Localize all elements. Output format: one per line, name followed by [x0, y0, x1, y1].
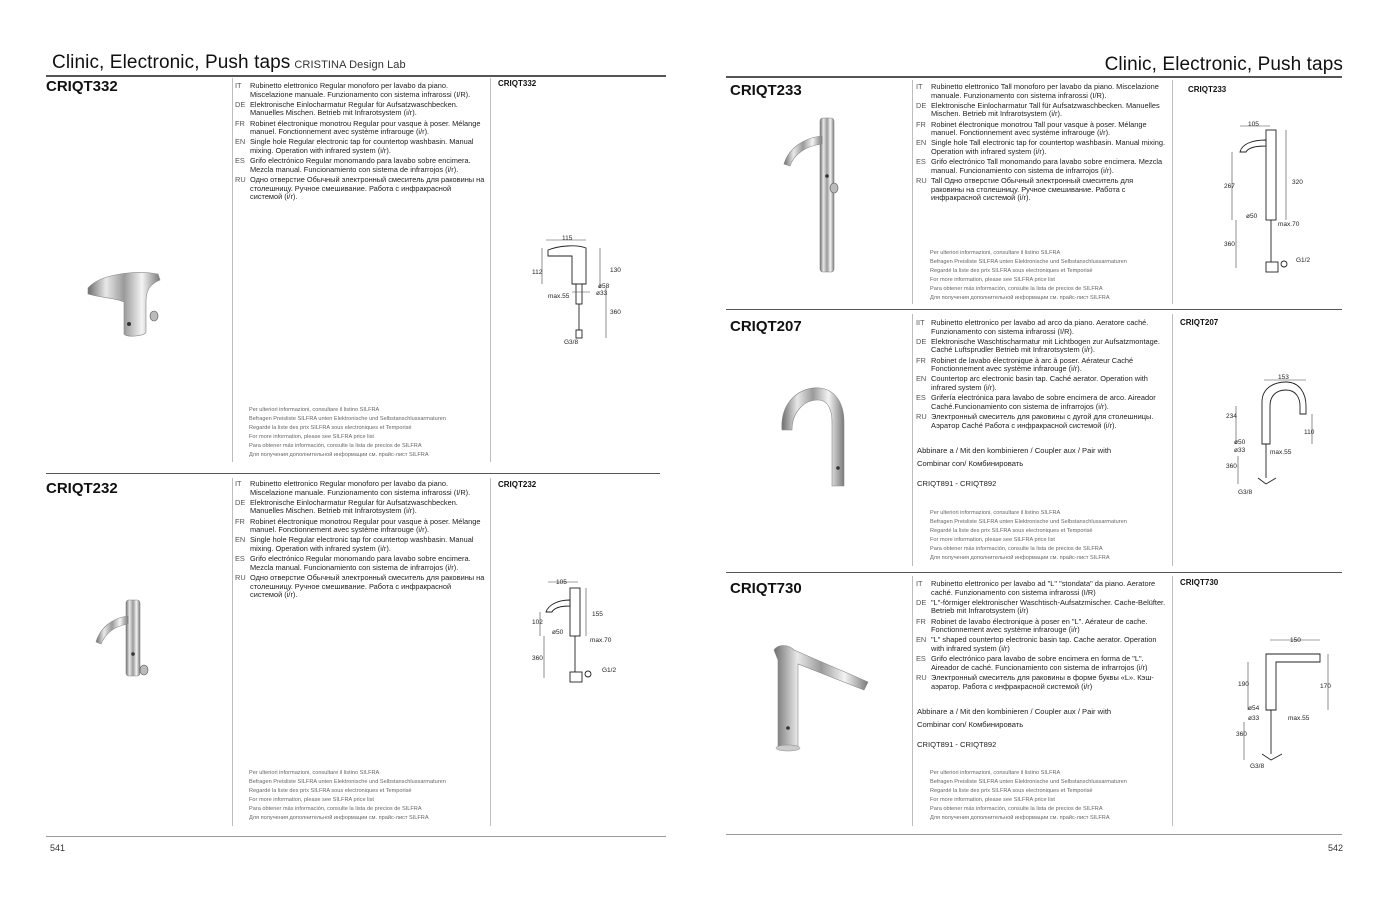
language-code: ES — [916, 157, 926, 167]
language-code: ES — [916, 393, 926, 403]
language-code: IT — [235, 479, 242, 488]
dim-label: 320 — [1292, 179, 1303, 186]
footer-divider — [46, 836, 666, 837]
price-note-line: Para obtener más información, consulte la lista de precios de SILFRA — [930, 546, 1103, 552]
column-divider — [232, 78, 233, 462]
dim-label: 190 — [1238, 681, 1249, 688]
description-text: Tall Одно отверстие Обычный электронный смеситель для раковины на столешницу. Ручное смешивание. Работа с инфракрасной системой (i/r). — [931, 175, 1134, 203]
product-image-criqt232 — [92, 596, 152, 681]
price-note-line: Per ulteriori informazioni, consultare il listino SILFRA — [930, 510, 1061, 516]
column-divider — [1172, 576, 1173, 826]
language-code: RU — [916, 411, 927, 421]
product-code-criqt730: CRIQT730 — [730, 580, 802, 597]
dim-label: ø33 — [1234, 447, 1246, 454]
dim-label: max.55 — [1288, 715, 1310, 722]
pair-with-label: Abbinare a / Mit den kombinieren / Coupler aux / Pair with Combinar con/ Комбинировать — [917, 446, 1112, 468]
language-code: DE — [916, 336, 927, 346]
price-note-line: Regardé la liste des prix SILFRA sous electroniques et Temporisé — [930, 788, 1093, 794]
language-code: DE — [916, 597, 927, 607]
dim-label: 360 — [1224, 241, 1235, 248]
price-note-line: Для получения дополнительной информации см. прайс-лист SILFRA — [930, 555, 1110, 561]
price-note-line: Befragen Preisliste SILFRA unten Elektronische und Selbstanschlussarmaturen — [249, 416, 446, 422]
language-code: FR — [235, 516, 245, 526]
dim-label: 360 — [1226, 463, 1237, 470]
description-text: Электронный смеситель для раковины в форме буквы «L». Кэш-аэратор. Работа с инфракрасной системой (i/r) — [931, 672, 1154, 691]
description-text: Rubinetto elettronico per lavabo ad "L" "stondata" da piano. Aeratore caché. Funzionamento con sistema infrarossi (I/R) — [931, 579, 1156, 597]
description-text: Grifo electrónico Regular monomando para lavabo sobre encimera. Mezcla manual. Funcionamiento con sistema de infrarrojos (i/r). — [250, 554, 471, 572]
dim-label: 267 — [1224, 183, 1235, 190]
language-code: IIT — [916, 318, 925, 327]
product-description-criqt233 — [916, 83, 1168, 204]
description-text: Одно отверстие Обычный электронный смеситель для раковины на столешницу. Ручное смешивание. Работа с инфракрасной системой (i/r). — [250, 174, 485, 202]
product-description-criqt232 — [235, 480, 485, 601]
price-note-line: For more information, please see SILFRA price list — [249, 797, 374, 803]
dim-label: G3/8 — [1238, 489, 1253, 496]
dim-label: G1/2 — [602, 667, 617, 674]
price-note-line: Per ulteriori informazioni, consultare il listino SILFRA — [249, 407, 380, 413]
price-note-line: Regardé la liste des prix SILFRA sous electroniques et Temporisé — [930, 268, 1093, 274]
description-text: Rubinetto elettronico Regular monoforo per lavabo da piano. Miscelazione manuale. Funzionamento con sistema infrarossi (I/R). — [250, 479, 471, 497]
description-text: Single hole Tall electronic tap for countertop washbasin. Manual mixing. Operation with infrared system (i/r). — [931, 138, 1166, 156]
dim-label: 153 — [1278, 374, 1289, 381]
page-title-text: Clinic, Electronic, Push taps — [52, 52, 291, 73]
description-text: Robinet de lavabo électronique à arc à poser. Aérateur Caché Fonctionnement avec système infrarouge (i/r). — [931, 355, 1134, 374]
section-divider — [726, 572, 1342, 573]
price-note-line: For more information, please see SILFRA price list — [930, 277, 1055, 283]
price-note-line: Для получения дополнительной информации см. прайс-лист SILFRA — [249, 815, 429, 821]
column-divider — [232, 478, 233, 826]
dim-label: 105 — [556, 579, 567, 586]
dim-label: ø50 — [1234, 439, 1246, 446]
description-text: Rubinetto elettronico Regular monoforo per lavabo da piano. Miscelazione manuale. Funzionamento con sistema infrarossi (I/R). — [250, 81, 471, 99]
description-text: Robinet électronique monotrou Regular pour vasque à poser. Mélange manuel. Fonctionnement avec système infrarouge (i/r). — [250, 118, 481, 137]
drawing-code-criqt232: CRIQT232 — [498, 480, 537, 489]
page-title-text: Clinic, Electronic, Push taps — [1104, 54, 1343, 75]
description-text: Robinet électronique monotrou Regular pour vasque à poser. Mélange manuel. Fonctionnement avec système infrarouge (i/r). — [250, 516, 481, 535]
product-image-criqt332 — [80, 262, 170, 342]
price-note — [930, 769, 1170, 823]
price-note-line: Befragen Preisliste SILFRA unten Elektronische und Selbstanschlussarmaturen — [249, 779, 446, 785]
pair-with-codes: CRIQT891 - CRIQT892 — [917, 479, 997, 488]
description-text: Single hole Regular electronic tap for countertop washbasin. Manual mixing. Operation with infrared system (i/r). — [250, 535, 474, 553]
price-note-line: Befragen Preisliste SILFRA unten Elektronische und Selbstanschlussarmaturen — [930, 519, 1127, 525]
price-note — [249, 769, 489, 823]
language-code: DE — [235, 99, 246, 109]
column-divider — [912, 80, 913, 304]
description-text: Grifo electrónico Tall monomando para lavabo sobre encimera. Mezcla manual. Funcionamiento con sistema de infrarrojos (i/r). — [931, 157, 1163, 175]
dim-label: 102 — [532, 619, 543, 626]
column-divider — [1172, 80, 1173, 304]
language-code: DE — [235, 497, 246, 507]
left-title-divider — [46, 75, 666, 77]
price-note-line: Befragen Preisliste SILFRA unten Elektronische und Selbstanschlussarmaturen — [930, 259, 1127, 265]
dim-label: 170 — [1320, 683, 1331, 690]
description-text: Одно отверстие Обычный электронный смеситель для раковины на столешницу. Ручное смешивание. Работа с инфракрасной системой (i/r). — [250, 572, 485, 600]
drawing-code-criqt730: CRIQT730 — [1180, 578, 1219, 587]
page-number-left: 541 — [50, 843, 66, 853]
price-note-line: Befragen Preisliste SILFRA unten Elektronische und Selbstanschlussarmaturen — [930, 779, 1127, 785]
language-code: RU — [235, 572, 246, 582]
dim-label: 110 — [1304, 429, 1315, 436]
language-code: EN — [916, 635, 927, 645]
product-image-criqt233 — [776, 114, 846, 276]
page-subtitle: CRISTINA Design Lab — [294, 59, 406, 71]
dim-label: ø33 — [1248, 715, 1260, 722]
dim-label: max.70 — [590, 637, 612, 644]
language-code: FR — [235, 118, 245, 128]
description-text: "L"-förmiger elektronischer Waschtisch-Aufsatzmischer. Cache-Belüfter. Betrieb mit Infrarotsystem (i/r) — [931, 597, 1166, 616]
dim-label: 150 — [1290, 637, 1301, 644]
drawing-code-criqt207: CRIQT207 — [1180, 318, 1219, 327]
description-text: Grifo electrónico para lavabo de sobre encimera en forma de "L". Aireador de caché. Funcionamiento con sistema de infrarrojos (i/r) — [931, 654, 1148, 672]
product-image-criqt730 — [768, 640, 876, 754]
price-note-line: Per ulteriori informazioni, consultare il listino SILFRA — [930, 250, 1061, 256]
product-description-criqt207 — [916, 319, 1170, 432]
language-code: DE — [916, 100, 927, 110]
technical-drawing-criqt233 — [1222, 118, 1332, 288]
drawing-code-criqt332: CRIQT332 — [498, 79, 537, 88]
dim-label: 360 — [610, 309, 621, 316]
price-note-line: Regardé la liste des prix SILFRA sous electroniques et Temporisé — [249, 788, 412, 794]
right-title-divider — [726, 76, 1342, 78]
column-divider — [912, 314, 913, 566]
dim-label: 130 — [610, 267, 621, 274]
column-divider — [490, 78, 491, 462]
left-page-title — [52, 52, 406, 74]
price-note — [249, 406, 489, 460]
price-note-line: Para obtener más información, consulte la lista de precios de SILFRA — [249, 443, 422, 449]
technical-drawing-criqt730 — [1234, 634, 1334, 772]
price-note-line: Для получения дополнительной информации см. прайс-лист SILFRA — [930, 815, 1110, 821]
price-note — [930, 249, 1170, 303]
description-text: Rubinetto elettronico per lavabo ad arco da piano. Aeratore caché. Funzionamento con sistema infrarossi (I/R). — [931, 318, 1149, 336]
language-code: EN — [916, 138, 927, 148]
language-code: EN — [235, 535, 246, 545]
dim-label: 155 — [592, 611, 603, 618]
technical-drawing-criqt232 — [530, 578, 630, 693]
dim-label: 360 — [1236, 731, 1247, 738]
language-code: ES — [916, 654, 926, 664]
price-note-line: For more information, please see SILFRA price list — [930, 797, 1055, 803]
dim-label: ø50 — [1246, 213, 1258, 220]
language-code: FR — [916, 119, 926, 129]
price-note — [930, 509, 1170, 563]
dim-label: G3/8 — [564, 339, 579, 346]
language-code: RU — [916, 672, 927, 682]
dim-label: 105 — [1248, 121, 1259, 128]
dim-label: ø54 — [1248, 705, 1260, 712]
dim-label: ø50 — [552, 629, 564, 636]
dim-label: ø33 — [596, 290, 608, 297]
price-note-line: Para obtener más información, consulte la lista de precios de SILFRA — [930, 806, 1103, 812]
product-code-criqt207: CRIQT207 — [730, 318, 802, 335]
language-code: RU — [235, 174, 246, 184]
right-page-title — [1105, 54, 1343, 76]
product-image-criqt207 — [770, 382, 850, 492]
column-divider — [1172, 314, 1173, 566]
price-note-line: Para obtener más información, consulte la lista de precios de SILFRA — [249, 806, 422, 812]
column-divider — [490, 478, 491, 826]
column-divider — [912, 576, 913, 826]
description-text: Robinet de lavabo électronique à poser en "L". Aérateur de cache. Fonctionnement avec système infrarouge (i/r) — [931, 616, 1148, 635]
description-text: Elektronische Einlocharmatur Regular für Aufsatzwaschbecken. Manuelles Mischen. Betrieb mit Infrarotsystem (i/r). — [250, 99, 458, 118]
description-text: Электронный смеситель для раковины с дугой для столешницы. Аэратор Caché Работа с инфракрасной системой (i/r). — [931, 411, 1154, 430]
dim-label: G3/8 — [1250, 763, 1265, 770]
pair-with-label: Abbinare a / Mit den kombinieren / Coupler aux / Pair with Combinar con/ Комбинировать — [917, 707, 1112, 729]
description-text: Elektronische Waschtischarmatur mit Lichtbogen zur Aufsatzmontage. Caché Luftsprudler Betrieb mit Infrarotsystem (i/r). — [931, 336, 1160, 355]
section-divider — [46, 473, 660, 474]
description-text: "L" shaped countertop electronic basin tap. Cache aerator. Operation with infrared system (i/r) — [931, 635, 1157, 653]
technical-drawing-criqt332 — [528, 234, 628, 349]
footer-divider — [726, 834, 1342, 835]
dim-label: max.70 — [1278, 221, 1300, 228]
language-code: EN — [916, 374, 927, 384]
dim-label: ø58 — [598, 283, 610, 290]
page-number-right: 542 — [1327, 843, 1343, 853]
language-code: ES — [235, 156, 245, 166]
description-text: Elektronische Einlocharmatur Tall für Aufsatzwaschbecken. Manuelles Mischen. Betrieb mit Infrarotsystem (i/r). — [931, 100, 1160, 119]
description-text: Countertop arc electronic basin tap. Caché aerator. Operation with infrared system (i/r). — [931, 374, 1148, 392]
language-code: RU — [916, 175, 927, 185]
section-divider — [726, 309, 1342, 310]
language-code: FR — [916, 355, 926, 365]
price-note-line: For more information, please see SILFRA price list — [930, 537, 1055, 543]
dim-label: 234 — [1226, 413, 1237, 420]
dim-label: max.55 — [1270, 449, 1292, 456]
product-description-criqt730 — [916, 580, 1170, 693]
language-code: IT — [916, 579, 923, 588]
language-code: FR — [916, 616, 926, 626]
price-note-line: For more information, please see SILFRA price list — [249, 434, 374, 440]
product-code-criqt332: CRIQT332 — [46, 78, 118, 95]
price-note-line: Per ulteriori informazioni, consultare il listino SILFRA — [249, 770, 380, 776]
dim-label: 115 — [562, 235, 573, 242]
dim-label: 360 — [532, 655, 543, 662]
dim-label: 112 — [532, 269, 543, 276]
language-code: IT — [916, 82, 923, 91]
product-code-criqt233: CRIQT233 — [730, 82, 802, 99]
product-code-criqt232: CRIQT232 — [46, 480, 118, 497]
price-note-line: Regardé la liste des prix SILFRA sous electroniques et Temporisé — [930, 528, 1093, 534]
description-text: Robinet électronique monotrou Tall pour vasque à poser. Mélange manuel. Fonctionnement avec système infrarouge (i/r). — [931, 119, 1147, 138]
drawing-code-criqt233: CRIQT233 — [1188, 85, 1227, 94]
price-note-line: Per ulteriori informazioni, consultare il listino SILFRA — [930, 770, 1061, 776]
language-code: ES — [235, 554, 245, 564]
language-code: IT — [235, 81, 242, 90]
language-code: EN — [235, 137, 246, 147]
dim-label: G1/2 — [1296, 257, 1311, 264]
description-text: Single hole Regular electronic tap for countertop washbasin. Manual mixing. Operation with infrared system (i/r). — [250, 137, 474, 155]
product-description-criqt332 — [235, 82, 485, 203]
price-note-line: Para obtener más información, consulte la lista de precios de SILFRA — [930, 286, 1103, 292]
description-text: Elektronische Einlocharmatur Regular für Aufsatzwaschbecken. Manuelles Mischen. Betrieb mit Infrarotsystem (i/r). — [250, 497, 458, 516]
description-text: Grifería electrónica para lavabo de sobre encimera de arco. Aireador Caché.Funcionamiento con sistema de infrarrojos (i/r). — [931, 393, 1156, 411]
price-note-line: Для получения дополнительной информации см. прайс-лист SILFRA — [249, 452, 429, 458]
price-note-line: Regardé la liste des prix SILFRA sous electroniques et Temporisé — [249, 425, 412, 431]
description-text: Grifo electrónico Regular monomando para lavabo sobre encimera. Mezcla manual. Funcionamiento con sistema de infrarrojos (i/r). — [250, 156, 471, 174]
price-note-line: Для получения дополнительной информации см. прайс-лист SILFRA — [930, 295, 1110, 301]
technical-drawing-criqt207 — [1224, 372, 1324, 498]
dim-label: max.55 — [548, 293, 570, 300]
description-text: Rubinetto elettronico Tall monoforo per lavabo da piano. Miscelazione manuale. Funzionamento con sistema infrarossi (I/R). — [931, 82, 1159, 100]
pair-with-codes: CRIQT891 - CRIQT892 — [917, 740, 997, 749]
